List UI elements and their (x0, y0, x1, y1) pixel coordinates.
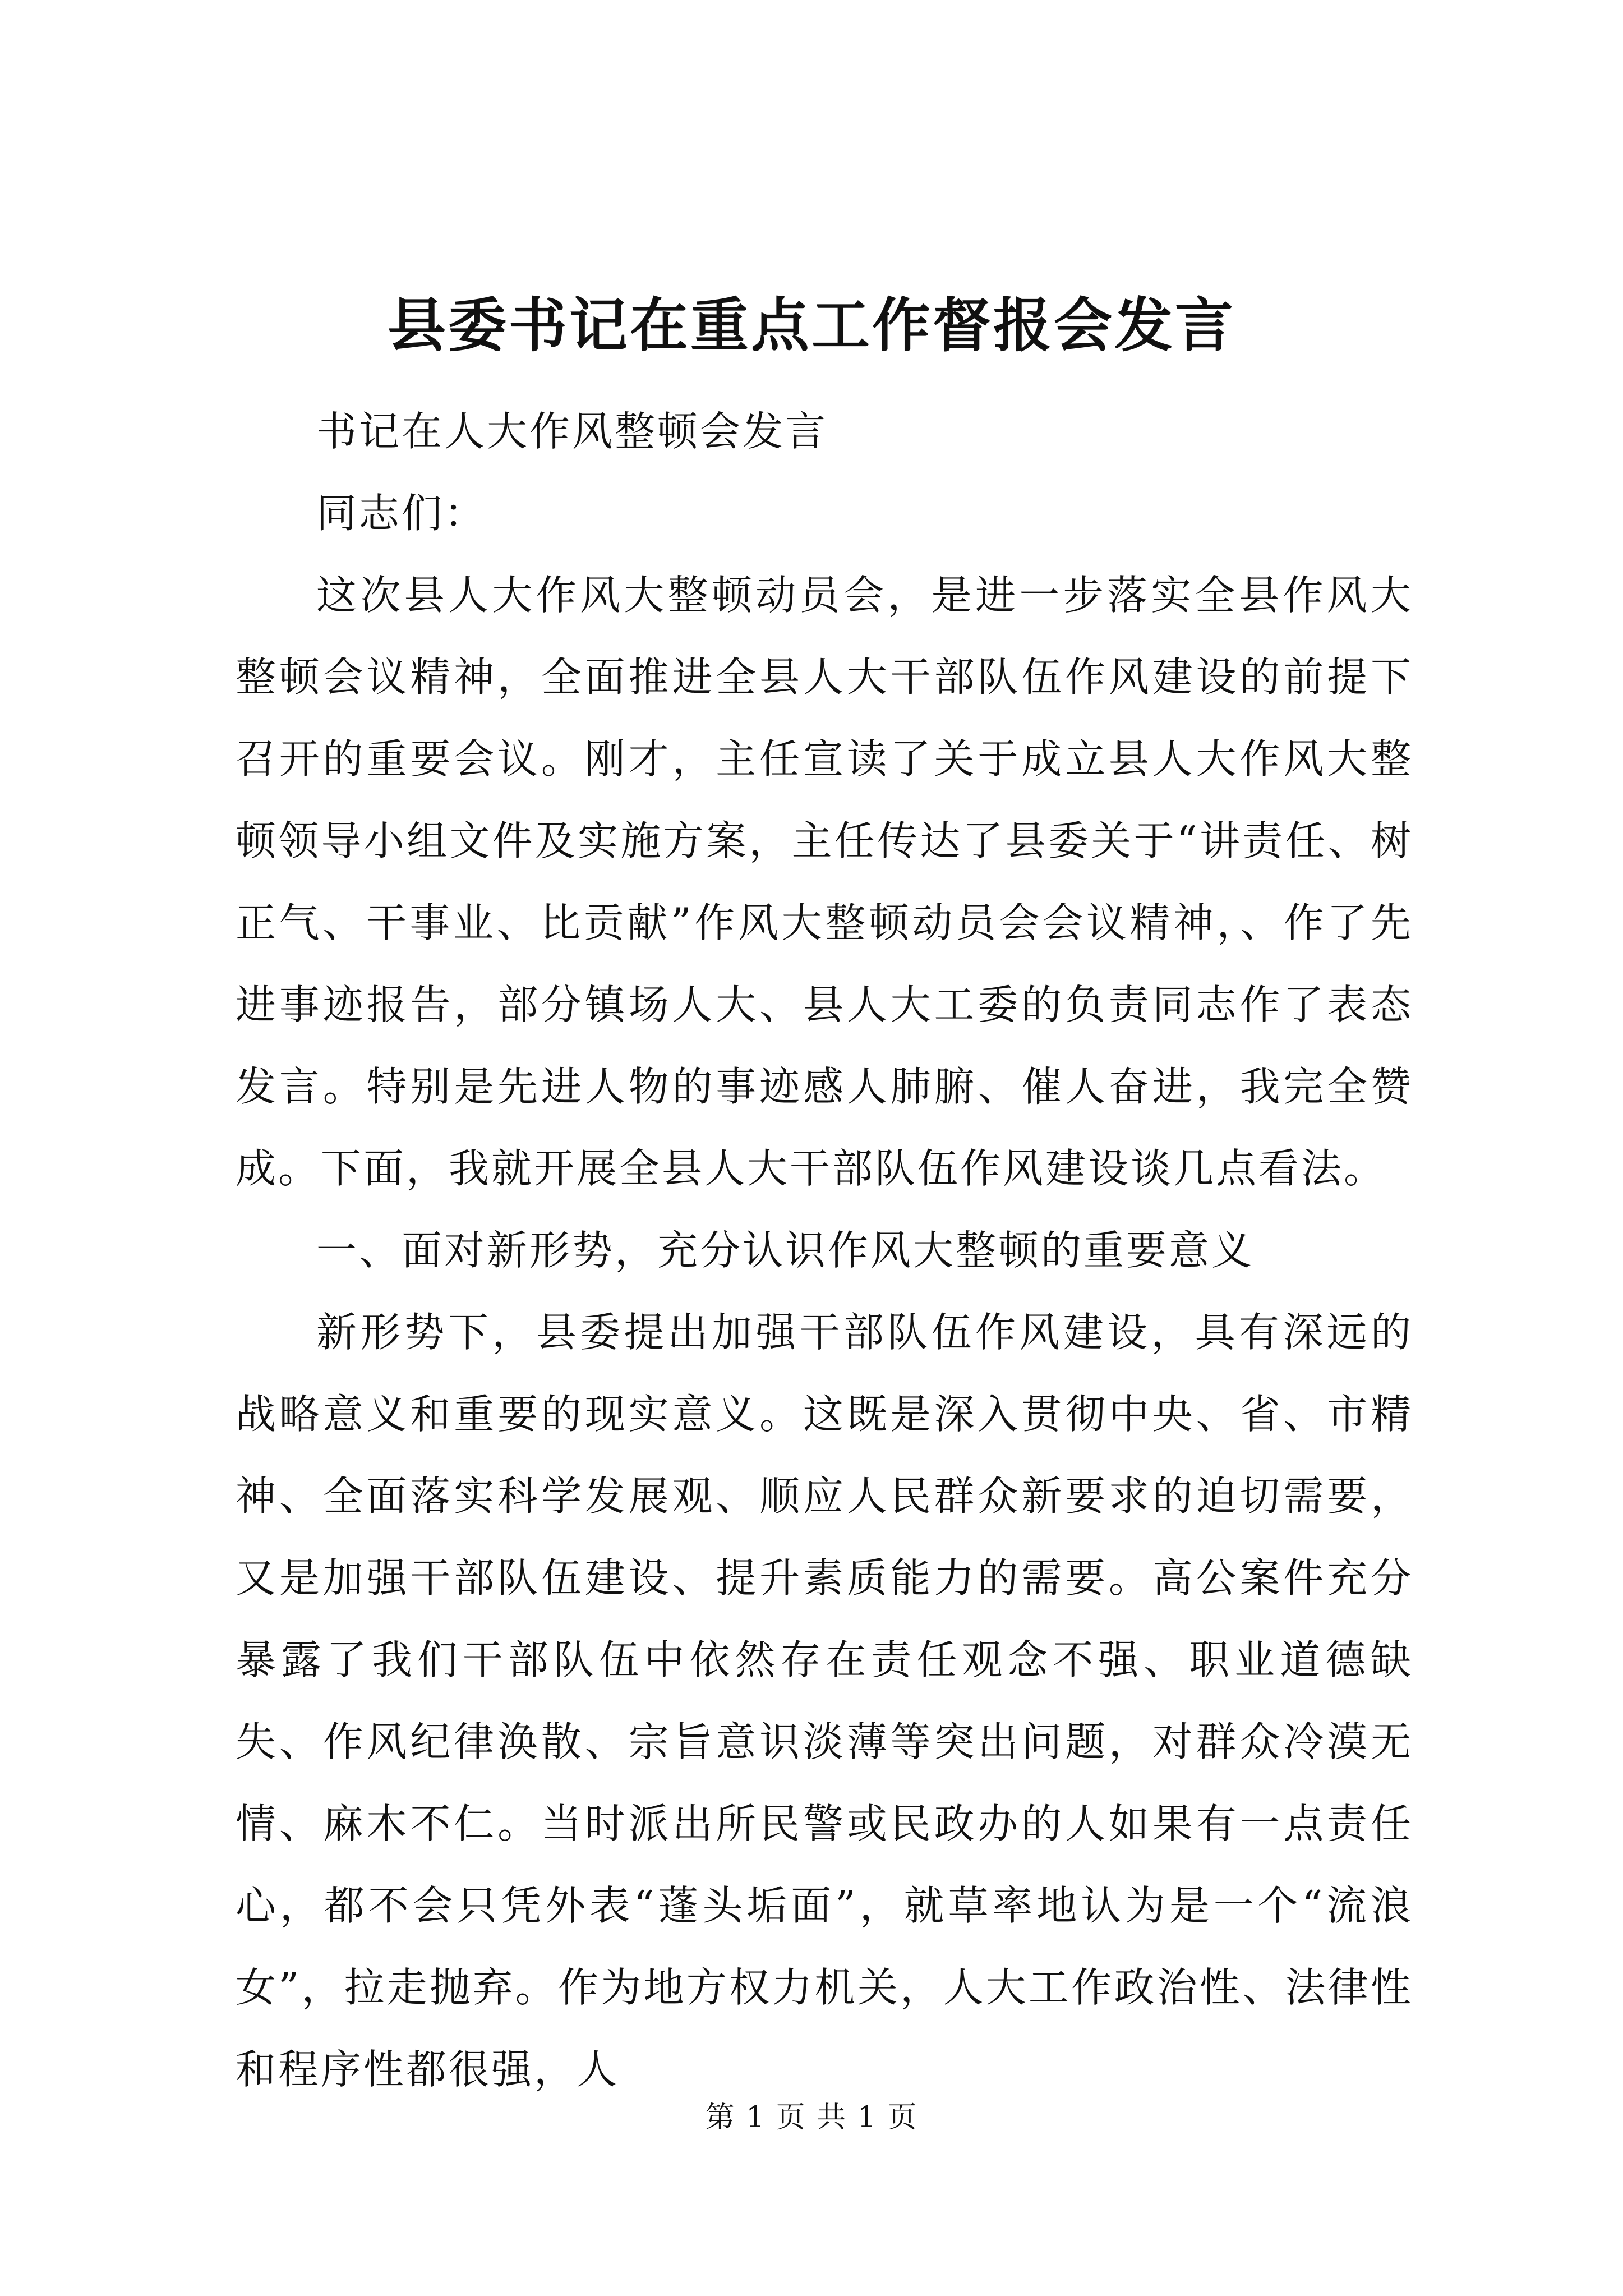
section-heading-1: 一、面对新形势，充分认识作风大整顿的重要意义 (316, 1227, 1255, 1274)
document-body (236, 390, 1413, 2110)
subtitle-paragraph: 书记在人大作风整顿会发言 (316, 408, 828, 455)
page-number-footer: 第 1 页 共 1 页 (705, 2101, 918, 2134)
document-title: 县委书记在重点工作督报会发言 (387, 291, 1235, 360)
intro-paragraph: 这次县人大作风大整顿动员会，是进一步落实全县作风大整顿会议精神，全面推进全县人大干部队伍作风建设的前提下召开的重要会议。刚才，主任宣读了关于成立县人大作风大整顿领导小组文件及实施方案，主任传达了县委关于“讲责任、树正气、干事业、比贡献”作风大整顿动员会会议精神，、作了先进事迹报告，部分镇场人大、县人大工委的负责同志作了表态发言。特别是先进人物的事迹感人肺腑、催人奋进，我完全赞成。下面，我就开展全县人大干部队伍作风建设谈几点看法。 (236, 572, 1413, 1192)
salutation-paragraph: 同志们： (316, 490, 487, 537)
body-paragraph: 新形势下，县委提出加强干部队伍作风建设，具有深远的战略意义和重要的现实意义。这既是深入贯彻中央、省、市精神、全面落实科学发展观、顺应人民群众新要求的迫切需要，又是加强干部队伍建设、提升素质能力的需要。高公案件充分暴露了我们干部队伍中依然存在责任观念不强、职业道德缺失、作风纪律涣散、宗旨意识淡薄等突出问题，对群众冷漠无情、麻木不仁。当时派出所民警或民政办的人如果有一点责任心，都不会只凭外表“蓬头垢面”，就草率地认为是一个“流浪女”，拉走抛弃。作为地方权力机关，人大工作政治性、法律性和程序性都很强，人 (236, 1309, 1413, 2093)
